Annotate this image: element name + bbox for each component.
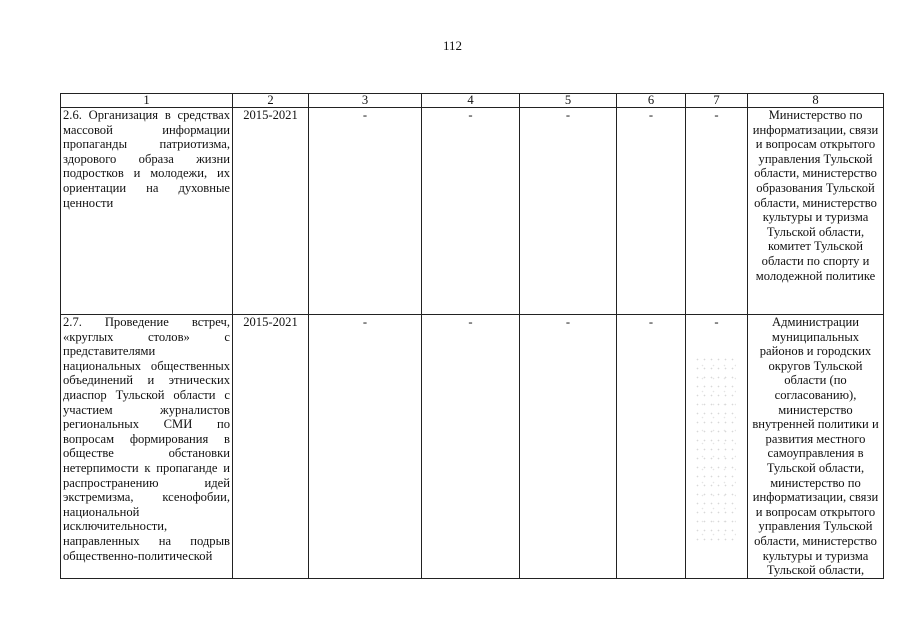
column-header-4: 4 bbox=[422, 94, 520, 108]
value-cell-3: - bbox=[309, 315, 422, 579]
period-cell: 2015-2021 bbox=[233, 108, 309, 315]
executors-cell: Администрации муниципальных районов и городских округов Тульской области (по согласованию), министерство внутренней политики и развития местного самоуправления в Тульской области, министерство по информатизации, связи и вопросам открытого управления Тульской области, министерство культуры и туризма Тульской области, bbox=[748, 315, 884, 579]
value-cell-4: - bbox=[422, 315, 520, 579]
column-header-1: 1 bbox=[61, 94, 233, 108]
table-row bbox=[61, 108, 884, 315]
column-header-2: 2 bbox=[233, 94, 309, 108]
value-cell-6: - bbox=[617, 315, 686, 579]
value-cell-4: - bbox=[422, 108, 520, 315]
measure-text: 2.7. Проведение встреч, «круглых столов» с представителями национальных общественных объединений и этнических диаспор Тульской области с участием журналистов региональных СМИ по вопросам формирования в обществе обстановки нетерпимости к пропаганде и распространению идей экстремизма, ксенофобии, национальной исключительности, направленных на подрыв общественно-политической bbox=[61, 315, 233, 579]
table-row bbox=[61, 315, 884, 579]
scan-noise bbox=[694, 355, 736, 545]
column-header-8: 8 bbox=[748, 94, 884, 108]
period-cell: 2015-2021 bbox=[233, 315, 309, 579]
column-header-3: 3 bbox=[309, 94, 422, 108]
page-number: 112 bbox=[442, 38, 463, 53]
value-cell-7: - bbox=[686, 108, 748, 315]
value-cell-3: - bbox=[309, 108, 422, 315]
executors-cell: Министерство по информатизации, связи и вопросам открытого управления Тульской области, министерство образования Тульской области, министерство культуры и туризма Тульской области, комитет Тульской области по спорту и молодежной политике bbox=[748, 108, 884, 315]
value-cell-5: - bbox=[520, 108, 617, 315]
column-number-row bbox=[61, 94, 884, 108]
value-cell-6: - bbox=[617, 108, 686, 315]
column-header-7: 7 bbox=[686, 94, 748, 108]
value-cell-5: - bbox=[520, 315, 617, 579]
column-header-5: 5 bbox=[520, 94, 617, 108]
measure-text: 2.6. Организация в средствах массовой информации пропаганды патриотизма, здорового образа жизни подростков и молодежи, их ориентации на духовные ценности bbox=[61, 108, 233, 315]
program-table bbox=[60, 93, 884, 579]
column-header-6: 6 bbox=[617, 94, 686, 108]
value-cell-7: - bbox=[686, 315, 748, 579]
